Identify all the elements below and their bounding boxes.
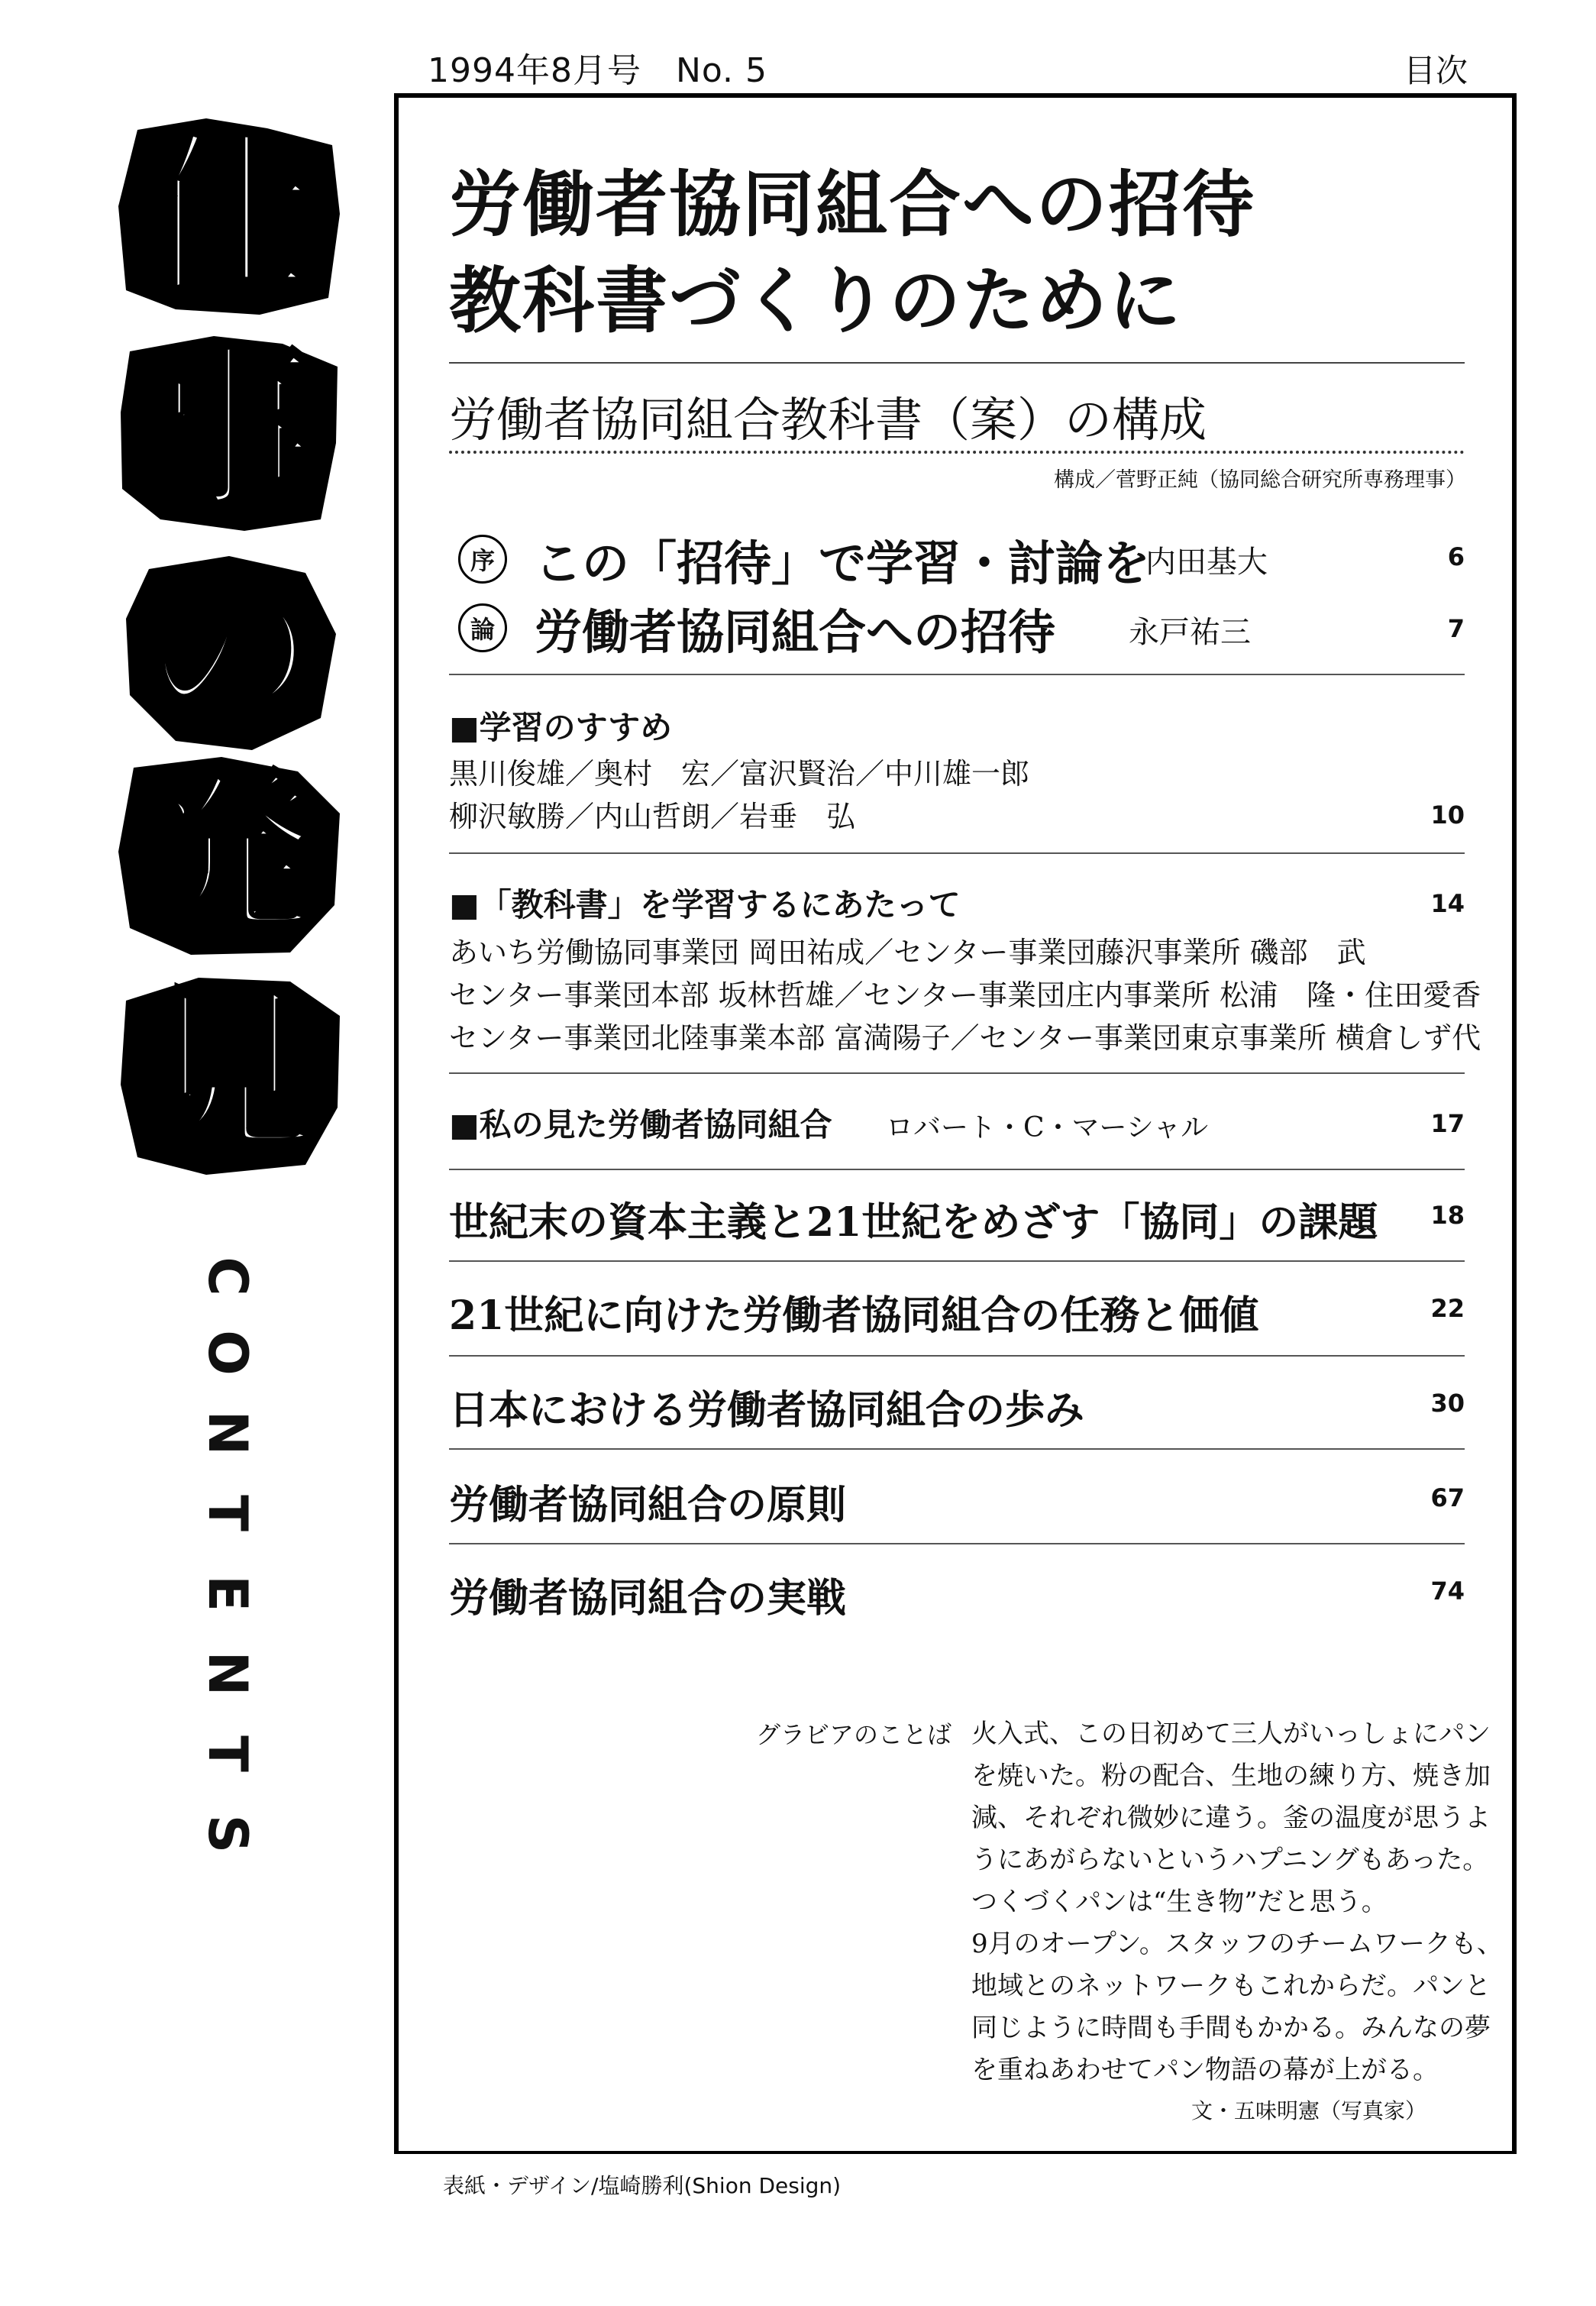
cover-credit: 表紙・デザイン/塩崎勝利(Shion Design)	[443, 2173, 842, 2198]
page-number: 17	[1430, 1109, 1465, 1138]
page-number: 14	[1430, 889, 1465, 918]
gravure-label: グラビアのことば	[756, 1720, 952, 1749]
divider	[449, 1543, 1465, 1544]
item-tag: 序	[458, 535, 507, 584]
toc-title: 世紀末の資本主義と21世紀をめざす「協同」の課題	[449, 1199, 1378, 1246]
page-number: 30	[1430, 1389, 1465, 1418]
item-author: ロバート・C・マーシャル	[886, 1112, 1209, 1143]
issue-date: 1994年8月号 No. 5	[428, 51, 767, 90]
masthead-char: の	[115, 550, 344, 756]
divider	[449, 674, 1465, 675]
toc-title: 労働者協同組合の原則	[449, 1482, 847, 1528]
page-number: 6	[1447, 542, 1465, 571]
masthead-char: 発	[115, 752, 344, 959]
divider	[449, 1169, 1465, 1170]
page-number: 10	[1430, 800, 1465, 830]
page-number: 18	[1430, 1201, 1465, 1230]
masthead-char: 事	[115, 328, 344, 535]
composition-credit: 構成／菅野正純（協同総合研究所専務理事）	[1054, 468, 1466, 492]
dotted-divider	[449, 451, 1465, 454]
author-list: センター事業団本部 坂林哲雄／センター事業団庄内事業所 松浦 隆・住田愛香	[449, 978, 1481, 1012]
item-tag: 論	[458, 603, 507, 652]
toc-title: 21世紀に向けた労働者協同組合の任務と価値	[449, 1292, 1259, 1339]
gravure-credit: 文・五味明憲（写真家）	[1191, 2098, 1427, 2123]
divider	[449, 1355, 1465, 1357]
feature-subtitle: 労働者協同組合教科書（案）の構成	[449, 392, 1207, 448]
page-number: 74	[1430, 1577, 1465, 1606]
author-list: あいち労働協同事業団 岡田祐成／センター事業団藤沢事業所 磯部 武	[449, 936, 1366, 969]
author-list: 黒川俊雄／奥村 宏／富沢賢治／中川雄一郎	[449, 757, 1030, 791]
section-title: ■学習のすすめ	[449, 709, 673, 746]
author-list: センター事業団北陸事業本部 富満陽子／センター事業団東京事業所 横倉しず代	[449, 1021, 1481, 1055]
page-number: 7	[1447, 614, 1465, 643]
toc-label: 目次	[1404, 52, 1468, 89]
masthead-char: 仕	[115, 115, 344, 321]
masthead-char: 見	[115, 970, 344, 1176]
feature-title-line2: 教科書づくりのために	[449, 260, 1183, 343]
item-title: この「招待」で学習・討論を	[535, 535, 1151, 591]
page-number: 67	[1430, 1483, 1465, 1512]
toc-title: 労働者協同組合の実戦	[449, 1575, 847, 1622]
section-title: ■私の見た労働者協同組合	[449, 1106, 832, 1143]
divider	[449, 362, 1465, 364]
divider	[449, 1072, 1465, 1074]
divider	[449, 1260, 1465, 1262]
item-title: 労働者協同組合への招待	[535, 604, 1056, 660]
item-author: 内田基大	[1145, 545, 1268, 580]
toc-title: 日本における労働者協同組合の歩み	[449, 1387, 1085, 1434]
section-title: ■「教科書」を学習するにあたって	[449, 886, 961, 923]
author-list: 柳沢敏勝／内山哲朗／岩垂 弘	[449, 800, 856, 833]
page-number: 22	[1430, 1294, 1465, 1323]
divider	[449, 852, 1465, 854]
item-author: 永戸祐三	[1129, 615, 1251, 650]
feature-title: 労働者協同組合への招待	[449, 163, 1256, 247]
divider	[449, 1448, 1465, 1450]
